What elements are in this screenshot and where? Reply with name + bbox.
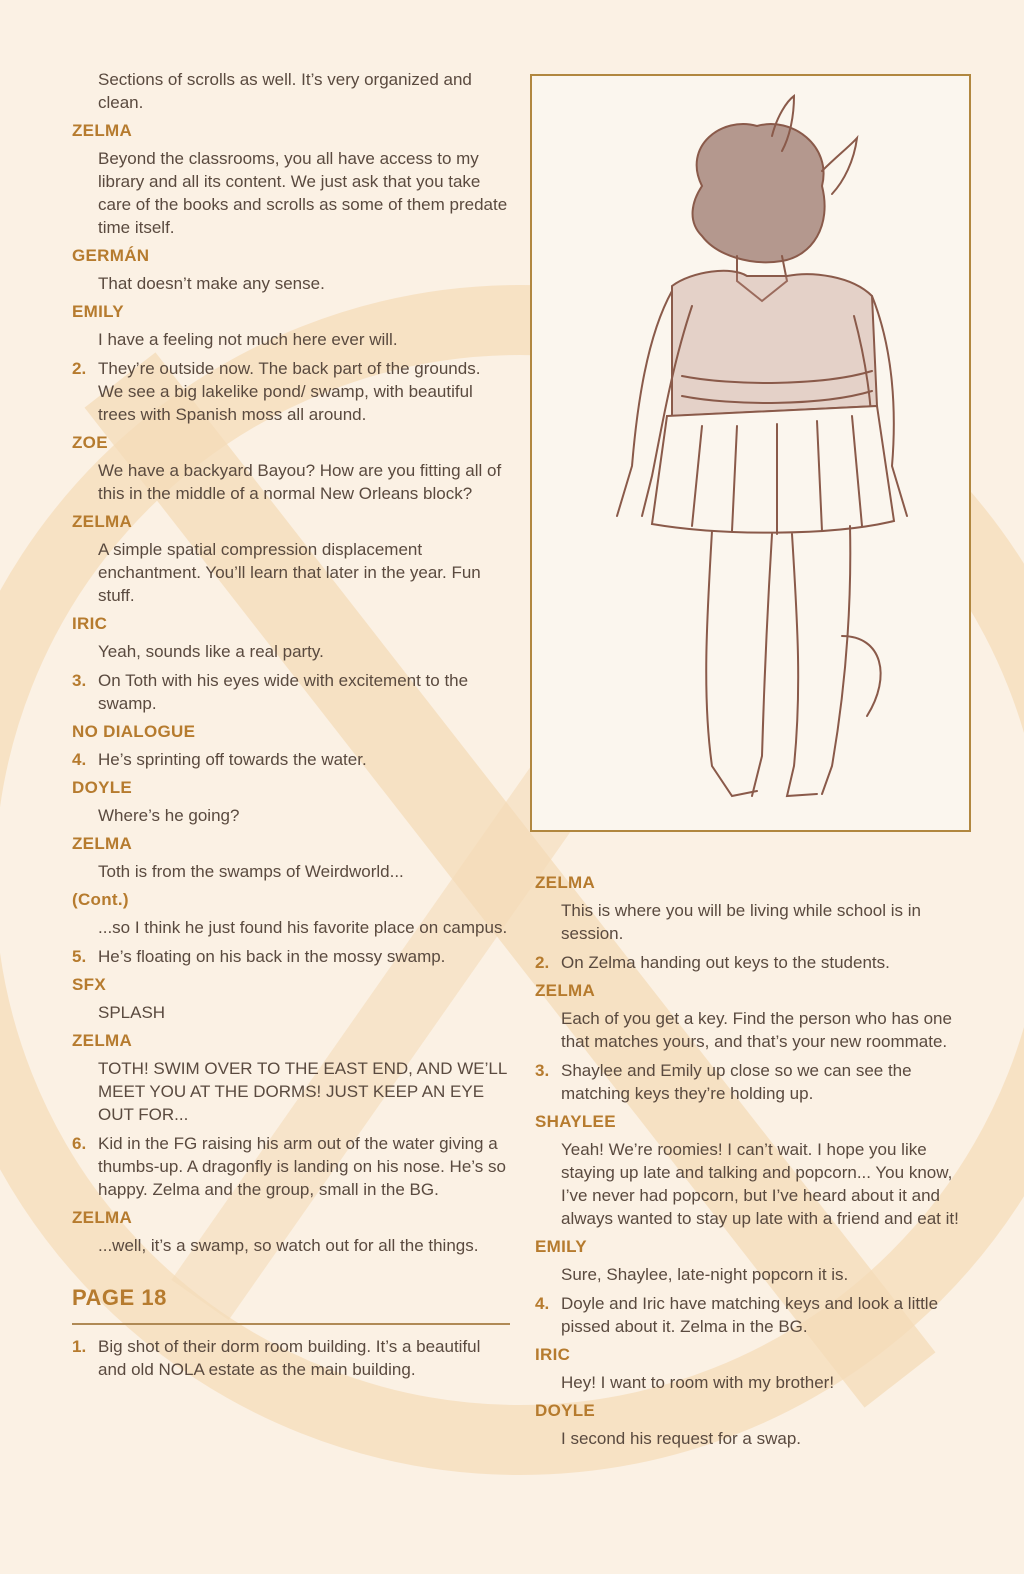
speaker-name: SHAYLEE (535, 1112, 616, 1131)
panel-number: 4. (72, 750, 87, 769)
dialogue-line: Toth is from the swamps of Weirdworld... (98, 862, 404, 881)
panel-text: On Toth with his eyes wide with excitement to the swamp. (98, 671, 469, 713)
character-sketch (532, 76, 969, 830)
panel-text: Shaylee and Emily up close so we can see the matching keys they’re holding up. (561, 1061, 912, 1103)
panel-text: Kid in the FG raising his arm out of the water giving a thumbs-up. A dragonfly is landing on his nose. He’s so happy. Zelma and the group, small in the BG. (98, 1134, 506, 1199)
speaker-name: GERMÁN (72, 246, 150, 265)
panel-number: 2. (72, 359, 87, 378)
speaker-name: ZELMA (72, 1031, 133, 1050)
right-script-column (535, 872, 973, 1456)
dialogue-line: We have a backyard Bayou? How are you fitting all of this in the middle of a normal New Orleans block? (98, 461, 502, 503)
dialogue-line: SPLASH (98, 1003, 166, 1022)
dialogue-line: ...well, it’s a swamp, so watch out for all the things. (98, 1236, 479, 1255)
speaker-name: ZELMA (72, 512, 133, 531)
dialogue-line: I second his request for a swap. (561, 1429, 802, 1448)
panel-text: He’s sprinting off towards the water. (98, 750, 367, 769)
panel-description (72, 669, 510, 715)
panel-text: On Zelma handing out keys to the students. (561, 953, 890, 972)
dialogue-line: Beyond the classrooms, you all have access to my library and all its content. We just ask that you take care of the books and scrolls as some of them predate time itself. (98, 149, 508, 237)
heading-divider (72, 1323, 510, 1325)
speaker-name: SFX (72, 975, 106, 994)
speaker-name: DOYLE (535, 1401, 596, 1420)
panel-number: 2. (535, 953, 550, 972)
dialogue-line: Where’s he going? (98, 806, 240, 825)
dialogue-line: Yeah, sounds like a real party. (98, 642, 324, 661)
panel-number: 3. (72, 671, 87, 690)
panel-number: 3. (535, 1061, 550, 1080)
panel-description (72, 748, 510, 771)
speaker-name: IRIC (535, 1345, 571, 1364)
panel-number: 6. (72, 1134, 87, 1153)
panel-text: He’s floating on his back in the mossy swamp. (98, 947, 446, 966)
speaker-name: ZELMA (535, 981, 596, 1000)
speaker-name: EMILY (535, 1237, 587, 1256)
page-heading: PAGE 18 (72, 1285, 167, 1310)
panel-text: Big shot of their dorm room building. It’s a beautiful and old NOLA estate as the main building. (98, 1337, 481, 1379)
panel-description (72, 1132, 510, 1201)
dialogue-line: This is where you will be living while school is in session. (561, 901, 921, 943)
panel-number: 1. (72, 1337, 87, 1356)
dialogue-line: A simple spatial compression displacement enchantment. You’ll learn that later in the year. Fun stuff. (98, 540, 481, 605)
speaker-name: NO DIALOGUE (72, 722, 196, 741)
dialogue-line: ...so I think he just found his favorite place on campus. (98, 918, 508, 937)
speaker-name: EMILY (72, 302, 124, 321)
dialogue-line: Yeah! We’re roomies! I can’t wait. I hope you like staying up late and talking and popcorn... You know, I’ve never had popcorn, but I’ve heard about it and always wanted to stay up late with a friend and eat it! (561, 1140, 959, 1228)
dialogue-line: That doesn’t make any sense. (98, 274, 325, 293)
speaker-name: ZELMA (535, 873, 596, 892)
panel-description (72, 357, 510, 426)
panel-description (535, 1292, 973, 1338)
speaker-name: ZELMA (72, 1208, 133, 1227)
speaker-name: (Cont.) (72, 890, 129, 909)
panel-number: 5. (72, 947, 87, 966)
speaker-name: DOYLE (72, 778, 133, 797)
dialogue-line: TOTH! SWIM OVER TO THE EAST END, AND WE’LL MEET YOU AT THE DORMS! JUST KEEP AN EYE OUT FOR... (98, 1059, 507, 1124)
character-sketch-frame (530, 74, 971, 832)
panel-text: They’re outside now. The back part of the grounds. We see a big lakelike pond/ swamp, with beautiful trees with Spanish moss all around. (98, 359, 481, 424)
dialogue-line: Hey! I want to room with my brother! (561, 1373, 835, 1392)
left-script-column (72, 68, 510, 1387)
panel-number: 4. (535, 1294, 550, 1313)
panel-description (72, 1335, 510, 1381)
panel-description (72, 945, 510, 968)
speaker-name: ZELMA (72, 121, 133, 140)
panel-description (535, 951, 973, 974)
dialogue-line: Each of you get a key. Find the person who has one that matches yours, and that’s your new roommate. (561, 1009, 952, 1051)
speaker-name: ZELMA (72, 834, 133, 853)
dialogue-line: I have a feeling not much here ever will. (98, 330, 398, 349)
panel-text: Doyle and Iric have matching keys and look a little pissed about it. Zelma in the BG. (561, 1294, 939, 1336)
dialogue-line: Sure, Shaylee, late-night popcorn it is. (561, 1265, 849, 1284)
dialogue-line: Sections of scrolls as well. It’s very organized and clean. (98, 70, 472, 112)
speaker-name: ZOE (72, 433, 108, 452)
panel-description (535, 1059, 973, 1105)
speaker-name: IRIC (72, 614, 108, 633)
